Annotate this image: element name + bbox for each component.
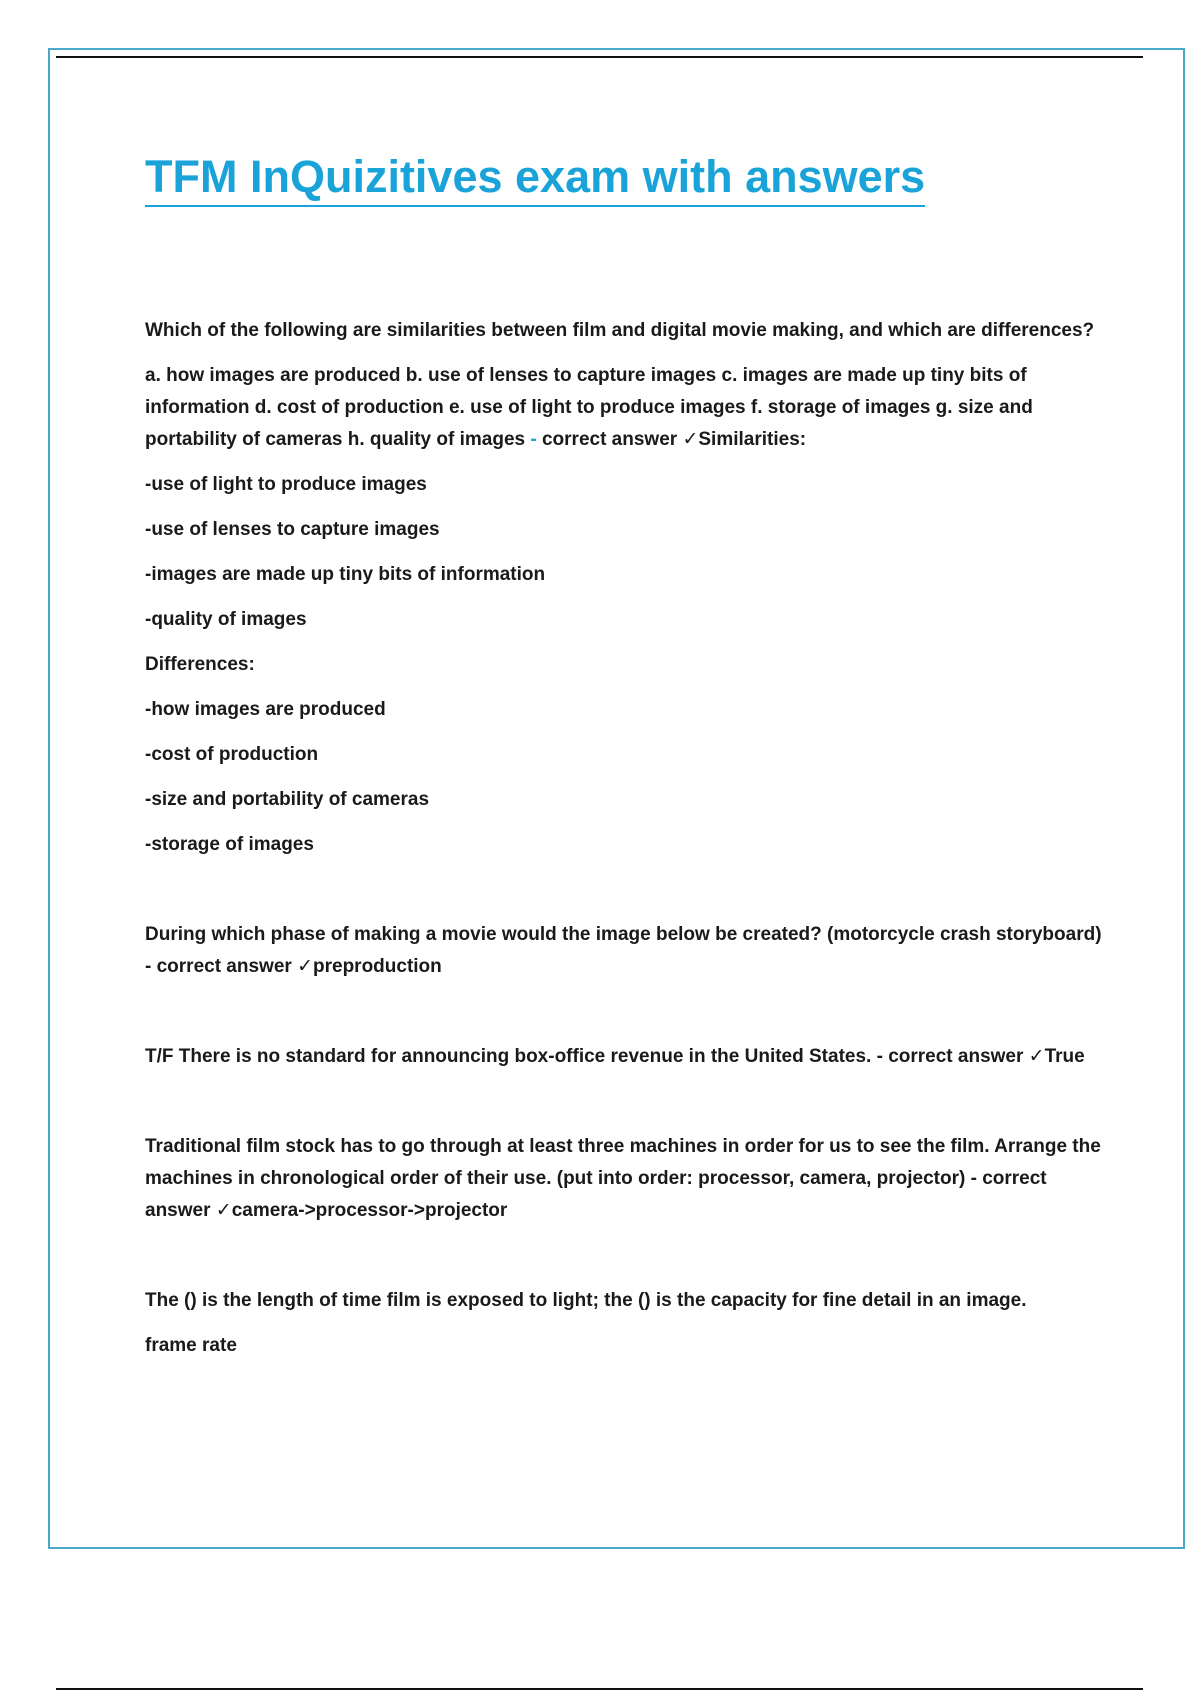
question-options [145, 360, 1105, 456]
document-content [145, 150, 1105, 1420]
difference-item: -how images are produced [145, 699, 386, 720]
answer-text: preproduction [313, 956, 442, 977]
similarity-item: -quality of images [145, 609, 307, 630]
question-body: Traditional film stock has to go through at least three machines in order for us to see the film. Arrange the machines in chronological order of their use. (put into order: processor, camera, projector) - correct answer [145, 1136, 1101, 1221]
answer-text: camera->processor->projector [231, 1200, 508, 1221]
check-icon: ✓ [215, 1200, 232, 1221]
qa-item-5 [145, 1285, 1105, 1362]
document-title: TFM InQuizitives exam with answers [145, 150, 925, 207]
separator-dash: - [530, 429, 537, 450]
top-rule [56, 56, 1143, 58]
qa-list [145, 315, 1105, 1362]
question-text: The () is the length of time film is exposed to light; the () is the capacity for fine detail in an image. [145, 1290, 1027, 1311]
question-text [145, 919, 1105, 983]
answer-text: frame rate [145, 1335, 237, 1356]
options-text: a. how images are produced b. use of lenses to capture images c. images are made up tiny bits of information d. cost of production e. use of light to produce images f. storage of images g. size and portability of cameras h. quality of images [145, 365, 1033, 450]
question-text: Which of the following are similarities between film and digital movie making, and which are differences? [145, 320, 1095, 341]
question-body: During which phase of making a movie would the image below be created? (motorcycle crash storyboard) - correct answer [145, 924, 1102, 977]
similarity-item: -use of lenses to capture images [145, 519, 440, 540]
difference-item: -cost of production [145, 744, 319, 765]
difference-item: -storage of images [145, 834, 314, 855]
difference-item: -size and portability of cameras [145, 789, 430, 810]
check-icon: ✓ [1028, 1046, 1045, 1067]
question-text [145, 1131, 1105, 1227]
answer-prefix: correct answer [541, 429, 678, 450]
qa-item-1 [145, 315, 1105, 861]
qa-item-2 [145, 919, 1105, 983]
qa-item-3 [145, 1041, 1105, 1073]
answer-text: True [1044, 1046, 1085, 1067]
question-text [145, 1041, 1105, 1073]
similarity-item: -images are made up tiny bits of information [145, 564, 546, 585]
answer-heading: Similarities: [698, 429, 807, 450]
question-body: T/F There is no standard for announcing box-office revenue in the United States. - correct answer [145, 1046, 1024, 1067]
check-icon: ✓ [682, 429, 699, 450]
qa-item-4 [145, 1131, 1105, 1227]
similarity-item: -use of light to produce images [145, 474, 427, 495]
bottom-rule [56, 1688, 1143, 1690]
differences-heading: Differences: [145, 654, 255, 675]
check-icon: ✓ [297, 956, 313, 977]
